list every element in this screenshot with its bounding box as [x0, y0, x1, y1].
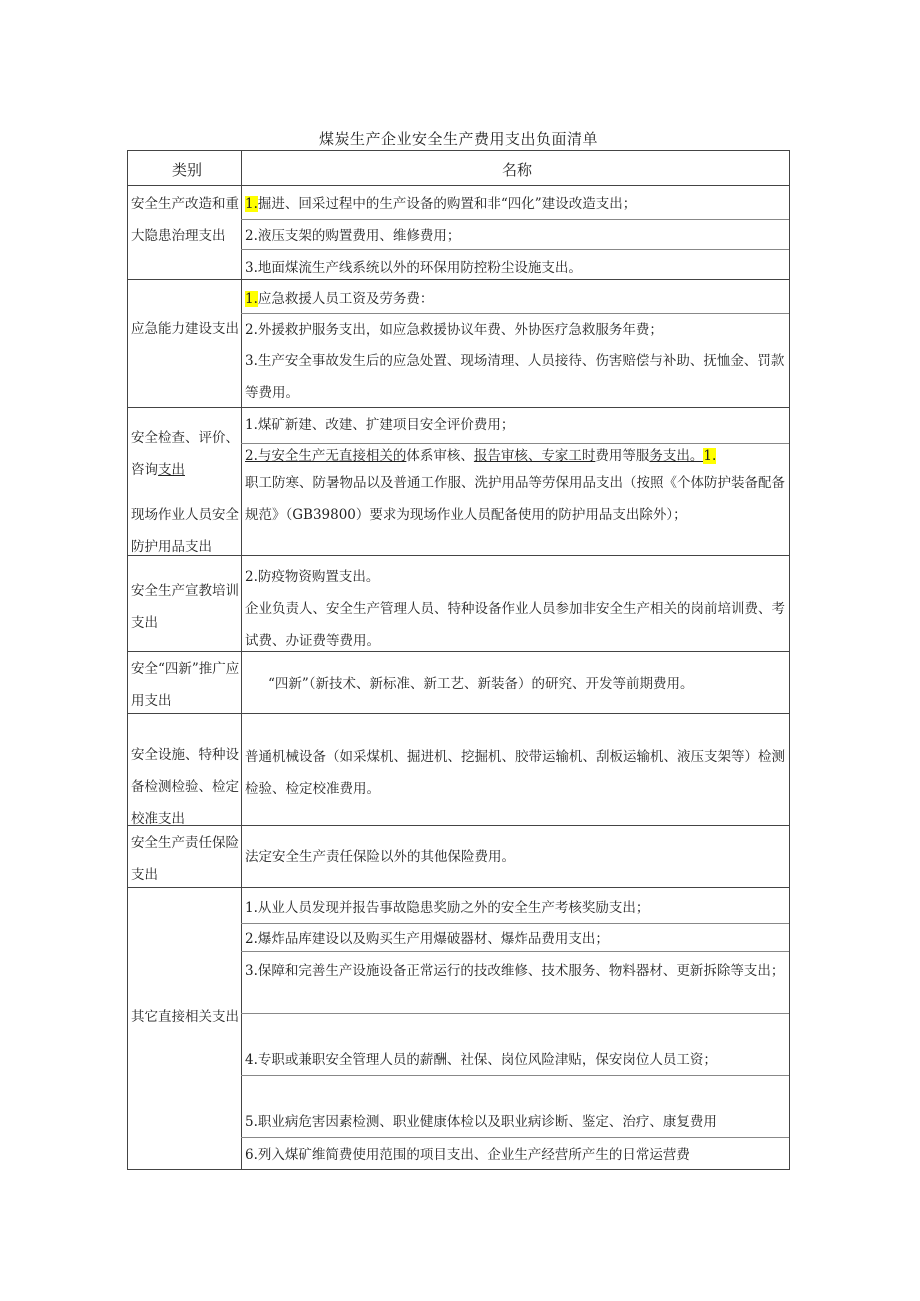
item-text: 法定安全生产责任保险以外的其他保险费用。: [245, 849, 515, 865]
item-text: 职工防寒、防暑物品以及普通工作服、洗护用品等劳保用品支出（按照《个体防护装备配备规范》（GB39800）要求为现场作业人员配备使用的防护用品支出除外）；: [245, 475, 785, 523]
item-text: 1.应急救援人员工资及劳务费：: [245, 291, 434, 307]
highlighted-number: 1.: [245, 196, 258, 212]
item-divider: [241, 1013, 789, 1014]
column-divider: [241, 151, 242, 1169]
category-cell: 安全生产改造和重大隐患治理支出: [131, 196, 239, 244]
item-text: 3.地面煤流生产线系统以外的环保用防控粉尘设施支出。: [245, 260, 582, 276]
item-text: 1.掘进、回采过程中的生产设备的购置和非“四化”建设改造支出；: [245, 196, 637, 212]
item-text: 2.液压支架的购置费用、维修费用；: [245, 228, 461, 244]
item-text: 2.防疫物资购置支出。: [245, 569, 380, 585]
negative-list-table: [127, 150, 790, 1170]
item-text: 3.生产安全事故发生后的应急处置、现场清理、人员接待、伤害赔偿与补助、抚恤金、罚款等费用。: [245, 353, 785, 401]
item-text: 2.爆炸品库建设以及购买生产用爆破器材、爆炸品费用支出；: [245, 931, 609, 947]
category-cell: 安全检查、评价、咨询支出: [131, 430, 239, 478]
item-text: 6.列入煤矿维简费使用范围的项目支出、企业生产经营所产生的日常运营费: [245, 1147, 690, 1163]
item-text: 普通机械设备（如采煤机、掘进机、挖掘机、胶带运输机、刮板运输机、液压支架等）检测检验、检定校准费用。: [245, 749, 785, 797]
category-cell: 安全生产责任保险支出: [131, 835, 239, 883]
highlighted-number: 1.: [703, 448, 717, 464]
category-cell: 应急能力建设支出: [131, 321, 239, 337]
column-header-category: 类别: [172, 161, 203, 179]
category-cell: 安全设施、特种设备检测检验、检定校准支出: [131, 747, 239, 827]
category-cell: 现场作业人员安全防护用品支出: [131, 507, 239, 555]
header-divider: [128, 185, 789, 186]
column-header-name: 名称: [502, 161, 533, 179]
category-cell: 其它直接相关支出: [131, 1009, 239, 1025]
highlighted-number: 1.: [245, 291, 258, 307]
item-text: 2.与安全生产无直接相关的体系审核、报告审核、专家工时费用等服务支出。1.: [245, 448, 717, 464]
item-text: “四新”（新技术、新标准、新工艺、新装备）的研究、开发等前期费用。: [268, 676, 694, 692]
category-cell: 安全生产宣教培训支出: [131, 583, 239, 631]
item-text: 3.保障和完善生产设施设备正常运行的技改维修、技术服务、物料器材、更新拆除等支出；: [245, 963, 785, 979]
item-text: 1.从业人员发现并报告事故隐患奖励之外的安全生产考核奖励支出；: [245, 900, 650, 916]
category-cell: 安全“四新”推广应用支出: [131, 661, 240, 709]
item-text: 4.专职或兼职安全管理人员的薪酬、社保、岗位风险津贴，保安岗位人员工资；: [245, 1052, 717, 1068]
item-text: 企业负责人、安全生产管理人员、特种设备作业人员参加非安全生产相关的岗前培训费、考试费、办证费等费用。: [245, 601, 785, 649]
item-text: 5.职业病危害因素检测、职业健康体检以及职业病诊断、鉴定、治疗、康复费用: [245, 1114, 717, 1130]
document-title: 煤炭生产企业安全生产费用支出负面清单: [318, 130, 598, 148]
item-text: 2.外援救护服务支出，如应急救援协议年费、外协医疗急救服务年费；: [245, 322, 663, 338]
item-text: 1.煤矿新建、改建、扩建项目安全评价费用；: [245, 417, 515, 433]
